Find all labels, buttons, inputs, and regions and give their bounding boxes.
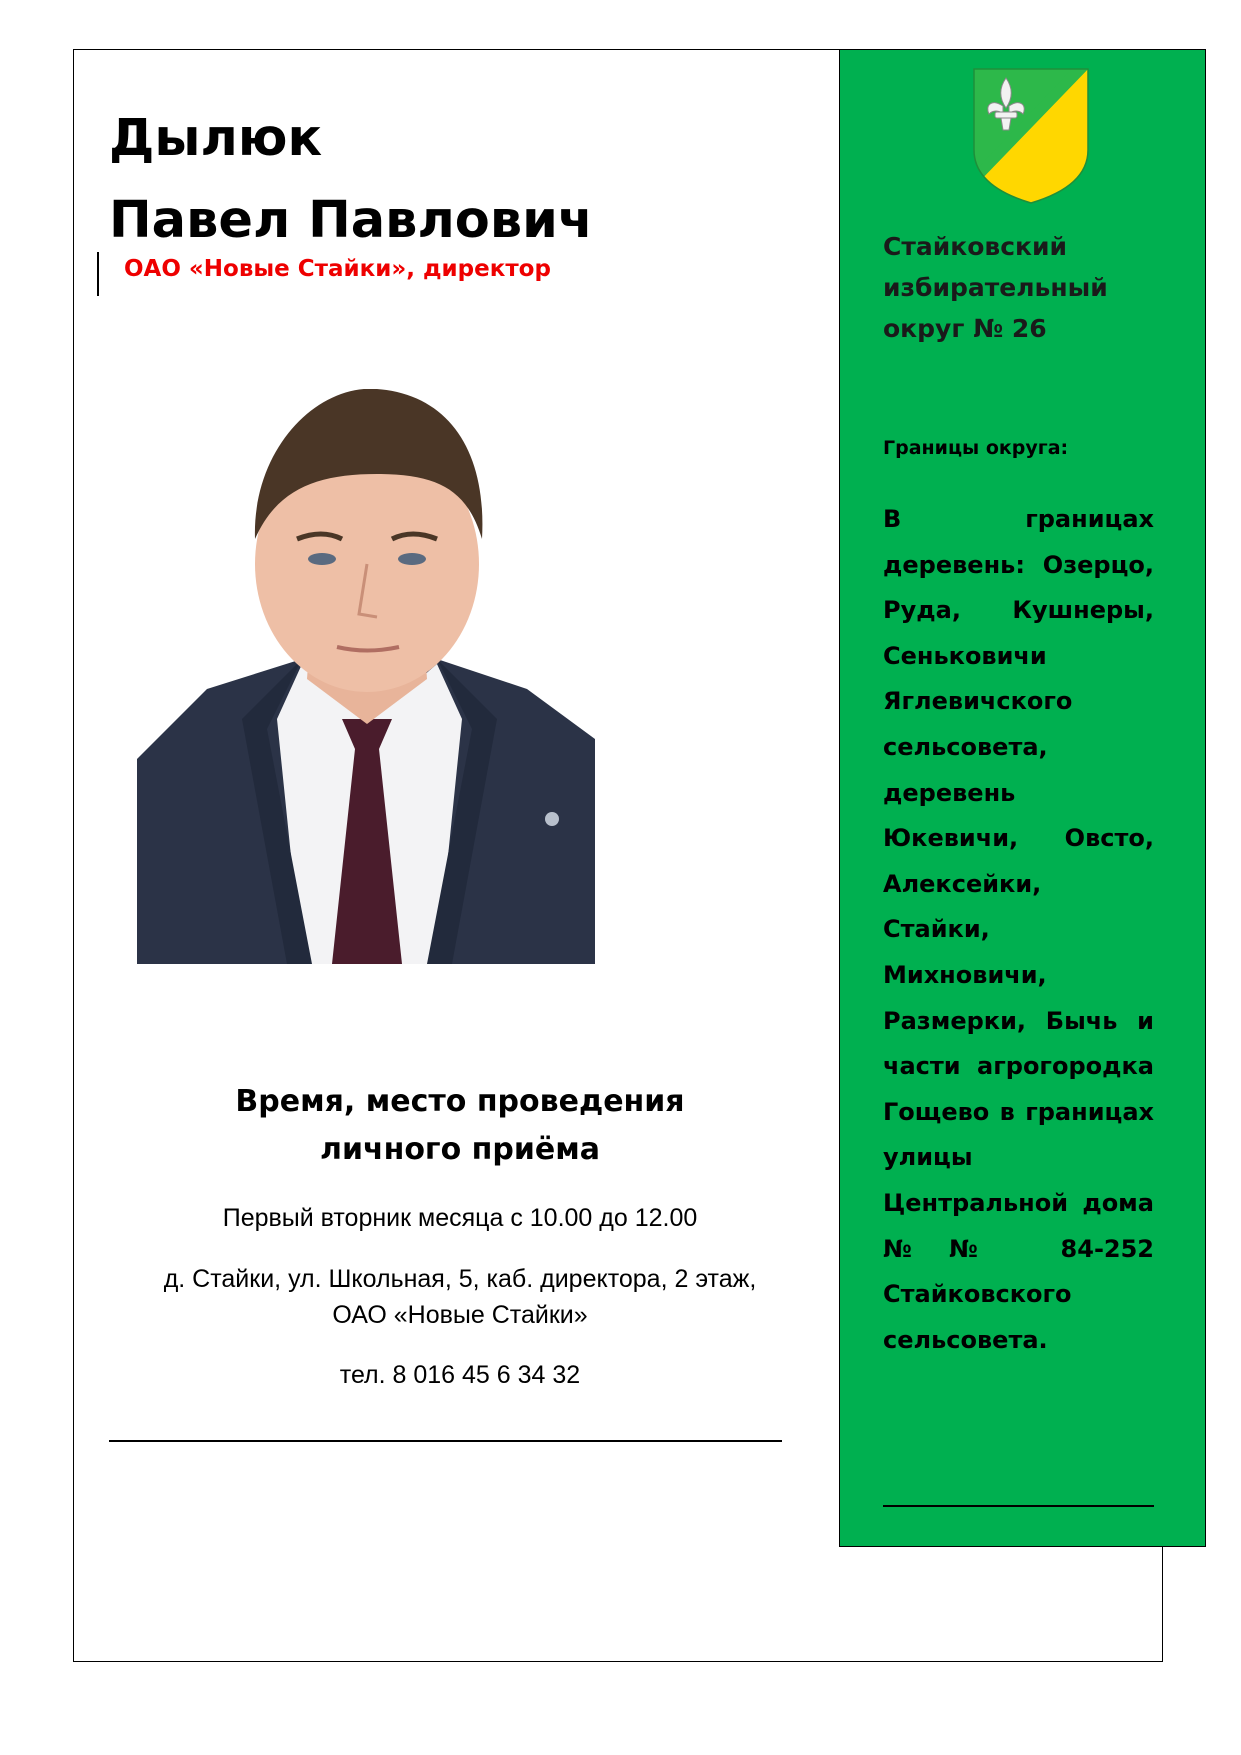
district-line-2: избирательный <box>883 273 1108 302</box>
district-line-3: округ № 26 <box>883 314 1047 343</box>
reception-address-line-1: д. Стайки, ул. Школьная, 5, каб. директора, 2 этаж, <box>163 1265 757 1293</box>
district-bounds-text: В границах деревень: Озерцо, Руда, Кушнеры, Сеньковичи Яглевичского сельсовета, деревень Юкевичи, Овсто, Алексейки, Стайки, Михновичи, Размерки, Бычь и части агрогородка Гощево в границах улицы Центральной дома №№ 84-252 Стайковского сельсовета. <box>883 505 1154 1354</box>
candidate-name <box>109 98 593 262</box>
bottom-divider <box>109 1440 782 1442</box>
sidebar-divider <box>883 1505 1154 1507</box>
candidate-first-patronymic: Павел Павлович <box>109 191 593 250</box>
district-sidebar <box>839 49 1206 1547</box>
district-name <box>883 226 1183 349</box>
reception-title-line-2: личного приёма <box>320 1132 600 1167</box>
coat-of-arms-icon <box>973 68 1089 204</box>
reception-title <box>110 1078 810 1174</box>
candidate-last-name: Дылюк <box>109 109 323 168</box>
reception-address <box>110 1261 810 1333</box>
district-line-1: Стайковский <box>883 232 1068 261</box>
candidate-portrait-photo <box>137 389 595 964</box>
reception-address-line-2: ОАО «Новые Стайки» <box>332 1301 588 1329</box>
organization-marker-line <box>97 252 99 296</box>
reception-schedule: Первый вторник месяца с 10.00 до 12.00 <box>222 1204 698 1232</box>
reception-title-line-1: Время, место проведения <box>235 1084 685 1119</box>
district-bounds-label: Границы округа: <box>883 437 1069 459</box>
candidate-organization: ОАО «Новые Стайки», директор <box>124 256 551 282</box>
reception-phone: тел. 8 016 45 6 34 32 <box>339 1361 581 1389</box>
